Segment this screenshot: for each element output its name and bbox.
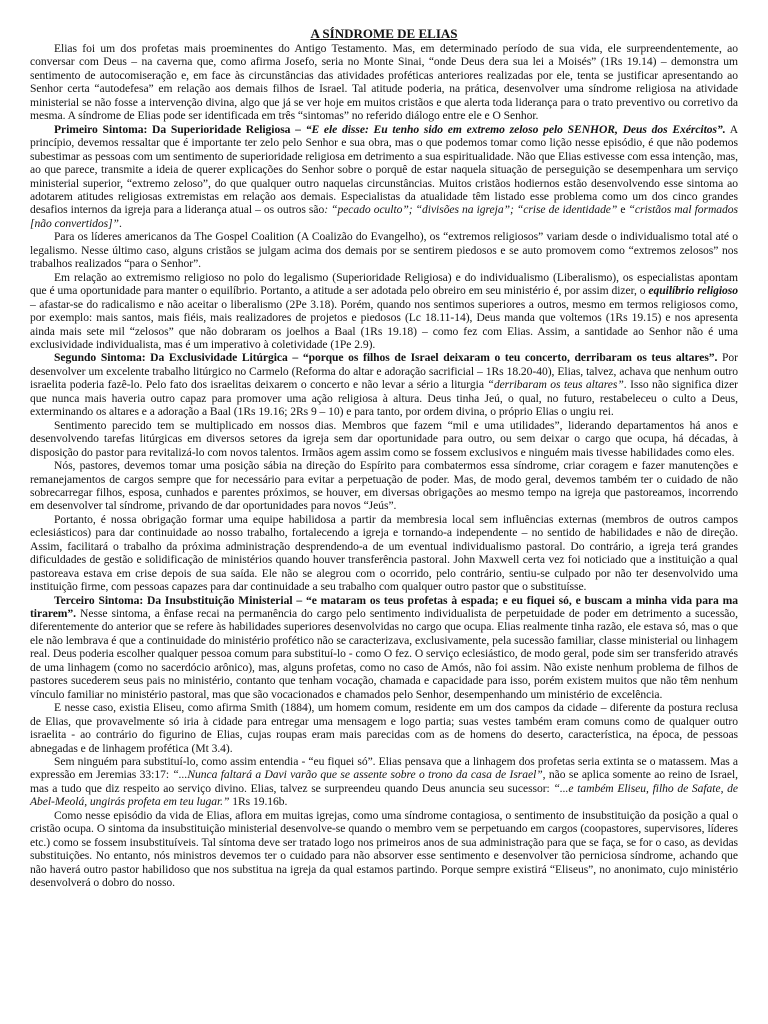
- paragraph: [30, 230, 738, 270]
- text-run: Em relação ao extremismo religioso no polo do legalismo (Superioridade Religiosa) e do individualismo (Liberalismo), os especialistas apontam que é uma oportunidade para manter o equilíbrio. Portanto, a atitude a ser adotada pelo obreiro em seu ministério é, por assim dizer, o: [30, 270, 738, 298]
- text-run: , não se aplica somente ao reino de Israel, mas a tudo que diz respeito ao serviço divino. Elias, talvez se surpreendeu quando Deus anuncia seu sucessor:: [30, 768, 738, 795]
- paragraph: [30, 701, 738, 755]
- text-run: Por desenvolver um excelente trabalho litúrgico no Carmelo (Reforma do altar e adoração sacrificial – 1Rs 18.20-40), Elias, talvez, achava que nenhum outro israelita poderia fazê-lo. Pelo fato dos israelitas deixarem o concerto e não levar a sério a liturgia: [30, 351, 738, 392]
- paragraph: [30, 351, 738, 418]
- paragraph: [30, 123, 738, 231]
- emphasis-run: [306, 123, 726, 136]
- bold-run: Segundo Sintoma: Da Exclusividade Litúrgica – “porque os filhos de Israel deixaram o teu concerto, derribaram os teus altares”.: [54, 351, 718, 365]
- page-title: A SÍNDROME DE ELIAS: [310, 26, 458, 41]
- bold-run: Primeiro Sintoma: Da Superioridade Religiosa –: [54, 122, 306, 136]
- bold-run: Terceiro Sintoma: Da Insubstituição Ministerial – “e mataram os teus profetas à espada; e eu fiquei só, e buscam a minha vida para ma tirarem”.: [30, 593, 738, 621]
- italic-run: : “pecado oculto”; “divisões na igreja”; “crise de identidade”: [324, 203, 618, 217]
- text-run: e: [617, 203, 629, 217]
- text-run: . Isso não significa dizer que nunca mais haveria outro capaz para promover uma ação religiosa à altura. Deus tinha Jeú, o qual, no futuro, restabeleceu o culto a Deus, exterminando os altares e a adoração a Baal (1Rs 19.16; 2Rs 9 – 10) e para tanto, por ordem divina, o próprio Elias o ungiu rei.: [30, 378, 738, 419]
- text-run: Nós, pastores, devemos tomar uma posição sábia na direção do Espírito para combatermos essa síndrome, criar coragem e fazer manutenções e remanejamentos de cargos sempre que for necessário para evitar a perpetuação de poder. Mas, de modo geral, devemos também ter o cuidado de não sobrecarregar filhos, esposa, cunhados e parentes próximos, se houver, em diversas obrigações ao mesmo tempo na igreja que pastoreamos, incorrendo em desenvolver tal síndrome, privando de dar oportunidades para novos “Jeús”.: [30, 459, 738, 513]
- text-run: Elias foi um dos profetas mais proeminentes do Antigo Testamento. Mas, em determinado período de sua vida, ele surpreendentemente, ao conversar com Deus – na caverna que, como afirma Josefo, seria no Monte Sinai, “onde Deus dera sua lei a Moisés” (1Rs 19.14) – demonstra um sentimento de autocomiseração e, em face às circunstâncias das atividades proféticas anteriores realizadas por ele, tenta se justificar apresentando ao Senhor certa “autodefesa” em relação aos demais filhos de Israel. Tal atitude poderia, na prática, desenvolver uma síndrome religiosa na atividade ministerial se não fosse a intervenção divina, algo que já se ver hoje em muitos cristãos e que alerta toda liderança para o trato preventivo ou corretivo da mesma. A síndrome de Elias pode ser identificada em três “sintomas” no referido diálogo entre ele e O Senhor.: [30, 42, 738, 123]
- emphasis-run: [648, 284, 738, 297]
- paragraph: [30, 809, 738, 890]
- text-run: .: [118, 216, 122, 230]
- text-run: Nesse sintoma, a ênfase recai na permanência do cargo pelo sentimento individualista de perpetuidade de poder em detrimento a sucessão, diferentemente do anterior que se refere às habilidades superiores desenvolvidas no cargo que ocupa. Elias realmente tinha razão, ele estava só, mas o que ele não lembrava é que a continuidade do ministério profético não se caracterizava, exclusivamente, pela sucessão familiar, classe ministerial ou linhagem real. Deus poderia escolher qualquer pessoa comum para substituí-lo - como O fez. O serviço eclesiástico, de modo geral, pode sim ser transferido através de uma linhagem (como no sacerdócio arônico), mas, alguns profetas, como no caso de Amós, não foi assim. Não existe nenhum problema de filhos de pastores sucederem seus pais no ministério, contanto que tenham vocação, chamada e capacidade para isso, porém existem muitos que não têm nenhum vínculo familiar no ministério pastoral, mas que são vocacionados e chamados pelo Senhor, desempenhando um ministério de excelência.: [30, 607, 738, 701]
- document-body: [30, 42, 738, 890]
- text-run: A princípio, devemos ressaltar que é importante ter zelo pelo Senhor e sua obra, mas o que podemos tomar como lição nesse episódio, é que não podemos subestimar as pessoas com um sentimento de superioridade religiosa em detrimento a sua espiritualidade. Não que Elias estivesse com essa intenção, mas, ao que parece, transmite a ideia de querer explicações do Senhor sobre o porquê de estar naquela situação de perseguição se desempenhara um serviço ministerial superior, “extremo zeloso”, do que qualquer outro naquelas circunstâncias. Muitos cristãos hodiernos estão desenvolvendo esse sintoma ao adotarem atitudes religiosas extremistas em relação aos demais. Especialistas da atualidade têm listado esse problema como um dos cinco grandes desafios internos da igreja para a liderança atual – os outros são: [30, 122, 739, 217]
- paragraph: [30, 271, 738, 352]
- text-run: E nesse caso, existia Eliseu, como afirma Smith (1884), um homem comum, residente em um dos campos da cidade – diferente da postura reclusa de Elias, que provavelmente só iria à cidade para entregar uma mensagem e logo partia; suas vestes também eram comuns como de qualquer outro israelita - ao contrário do figurino de Elias, cujas roupas eram mais parecidas com as de homens do deserto, característica, na época, de pessoas abnegadas e de linhagem profética (Mt 3.4).: [30, 701, 738, 755]
- paragraph: [30, 755, 738, 809]
- bold-italic-run: equilíbrio religioso: [648, 284, 738, 298]
- text-run: Como nesse episódio da vida de Elias, aflora em muitas igrejas, como uma síndrome contagiosa, o sentimento de insubstituição da posição a qual o cristão ocupa. O sintoma da insubstituição ministerial desenvolve-se quando o membro vem se perpetuando em cargos (coopastores, supervisores, líderes etc.) como se fossem insubstituíveis. Tal síntoma deve ser tratado logo nos primeiros anos de sua administração para que se faça, se for o caso, as devidas substituições. No entanto, nós ministros devemos ter o cuidado para não absorver esse sentimento e desenvolver tão perniciosa síndrome, achando que não haverá outro pastor habilidoso que nos substitua na igreja da qual estamos partindo. Porque sempre existirá “Eliseus”, no anonimato, cujo ministério desenvolverá o dobro do nosso.: [30, 808, 738, 890]
- text-run: Portanto, é nossa obrigação formar uma equipe habilidosa a partir da membresia local sem influências externas (membros de outros campos eclesiásticos) para dar continuidade ao nosso trabalho, fortalecendo a igreja e tornando-a independente – no sentido de habilidades e não de direção. Assim, facilitará o trabalho da próxima administração desprendendo-a de um eventual individualismo pastoral. Do contrário, a igreja terá grandes dificuldades de gestão e solidificação de ministérios quando houver transferência pastoral. John Maxwell certa vez foi noticiado que a instituição a qual pastoreava estava em crise depois de sua saída. Ele não se alegrou com o ocorrido, pelo contrário, sentiu-se culpado por não ter desenvolvido uma instituição firme, com pessoas capazes para dar continuidade a seu trabalho com qualquer outro pastor que o substituísse.: [30, 512, 738, 594]
- text-run: – afastar-se do radicalismo e não aceitar o liberalismo (2Pe 3.18). Porém, quando nos sentimos superiores a outros, mesmo em termos religiosos como, por exemplo: mais santos, mais fiéis, mais realizadores de projetos e piedosos (Lc 18.11-14), Deus manda que voltemos (1Rs 19.15) e nos apresenta ainda mais sete mil “zelosos” que não dobraram os joelhos a Baal (1Rs 19.18) – como fez com Elias. Assim, a santidade ao Senhor não é uma exclusividade individualista, mas é um imperativo à coletividade (1Pe 2.9).: [30, 297, 738, 351]
- text-run: Para os líderes americanos da The Gospel Coalition (A Coalizão do Evangelho), os “extremos religiosos” variam desde o individualismo total até o legalismo. Nesse último caso, alguns cristãos se julgam acima dos demais por se sentirem piedosos e se auto promovem como “extremos zelosos” nos trabalhos realizados “para o Senhor”.: [30, 230, 738, 271]
- text-run: 1Rs 19.16b.: [229, 795, 288, 809]
- paragraph: [30, 594, 738, 702]
- italic-run: “cristãos mal formados [não convertidos]”: [30, 203, 739, 230]
- text-run: Sem ninguém para substituí-lo, como assim entendia - “eu fiquei só”. Elias pensava que a linhagem dos profetas seria extinta se o matassem. Mas a expressão em Jeremias 33:17:: [30, 755, 738, 782]
- italic-run: “derribaram os teus altares”: [487, 378, 624, 392]
- paragraph: [30, 42, 738, 123]
- text-run: Sentimento parecido tem se multiplicado em nossos dias. Membros que fazem “mil e uma utilidades”, liderando departamentos há anos e desenvolvendo tarefas litúrgicas em diversos setores da igreja sem dar oportunidade para outro, ou sem deixar o cargo que ocupa, há décadas, à disposição do pastor para revitalizá-lo com novos talentos. Irmãos agem assim como se fossem exclusivos e ninguém mais tivesse habilidades como eles.: [30, 418, 738, 459]
- paragraph: [30, 419, 738, 459]
- italic-run: “...e também Eliseu, filho de Safate, de Abel-Meolá, ungirás profeta em teu lugar.”: [30, 781, 738, 809]
- bold-italic-run: “E ele disse: Eu tenho sido em extremo zeloso pelo SENHOR, Deus dos Exércitos”.: [305, 122, 726, 136]
- paragraph: [30, 513, 738, 594]
- paragraph: [30, 459, 738, 513]
- italic-run: “...Nunca faltará a Davi varão que se assente sobre o trono da casa de Israel”: [172, 768, 543, 782]
